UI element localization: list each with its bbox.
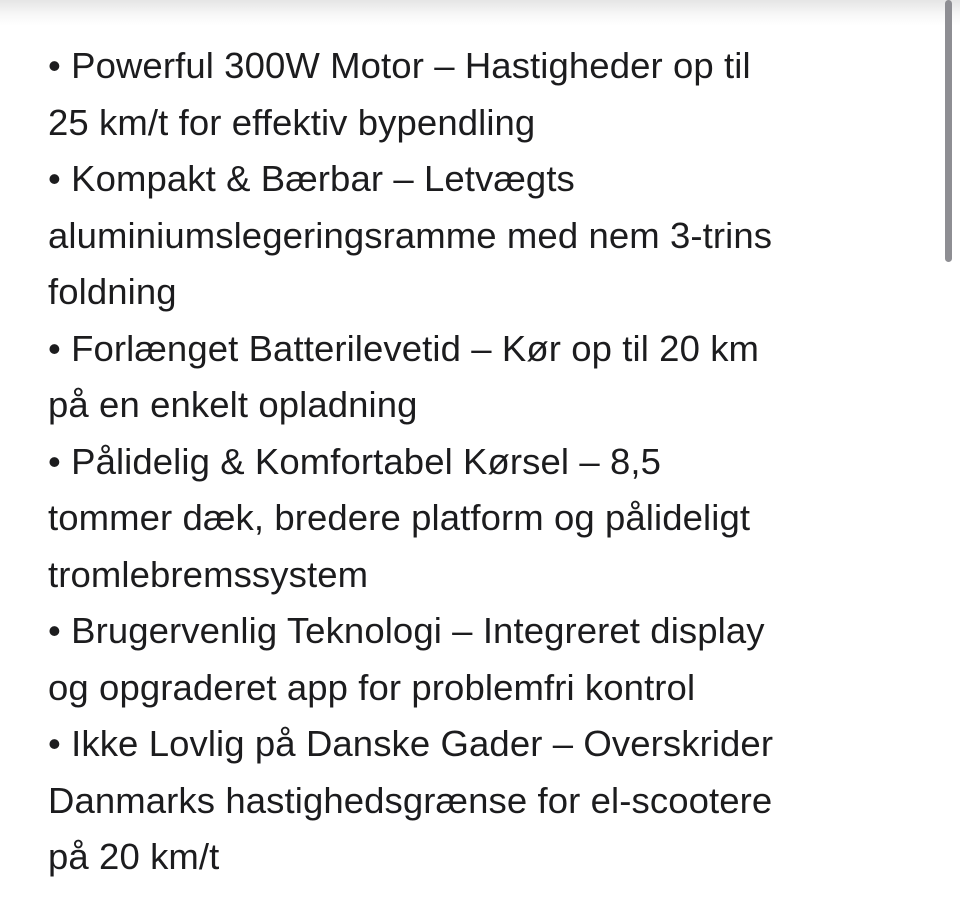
description-line: foldning	[48, 271, 177, 312]
description-line: tromlebremssystem	[48, 553, 369, 595]
description-line: • Forlænget Batterilevetid – Kør op til 20 km	[48, 327, 760, 369]
description-line: tommer dæk, bredere platform og pålideligt	[48, 497, 751, 538]
description-line: • Brugervenlig Teknologi – Integreret display	[48, 610, 765, 651]
scrollbar-thumb[interactable]	[945, 0, 952, 262]
description-line: på en enkelt opladning	[48, 384, 418, 425]
description-line: 25 km/t for effektiv bypendling	[48, 101, 536, 143]
description-line: • Ikke Lovlig på Danske Gader – Overskrider	[48, 723, 774, 764]
description-line: Danmarks hastighedsgrænse for el-scootere	[48, 779, 773, 821]
description-line: • Kompakt & Bærbar – Letvægts	[48, 158, 575, 199]
description-line: på 20 km/t	[48, 836, 220, 877]
description-line: aluminiumslegeringsramme med nem 3-trins	[48, 214, 773, 256]
product-description	[48, 38, 928, 886]
top-bar-shadow	[0, 0, 960, 26]
description-line: • Powerful 300W Motor – Hastigheder op til	[48, 45, 751, 86]
description-line: og opgraderet app for problemfri kontrol	[48, 666, 696, 708]
description-line: • Pålidelig & Komfortabel Kørsel – 8,5	[48, 440, 662, 482]
